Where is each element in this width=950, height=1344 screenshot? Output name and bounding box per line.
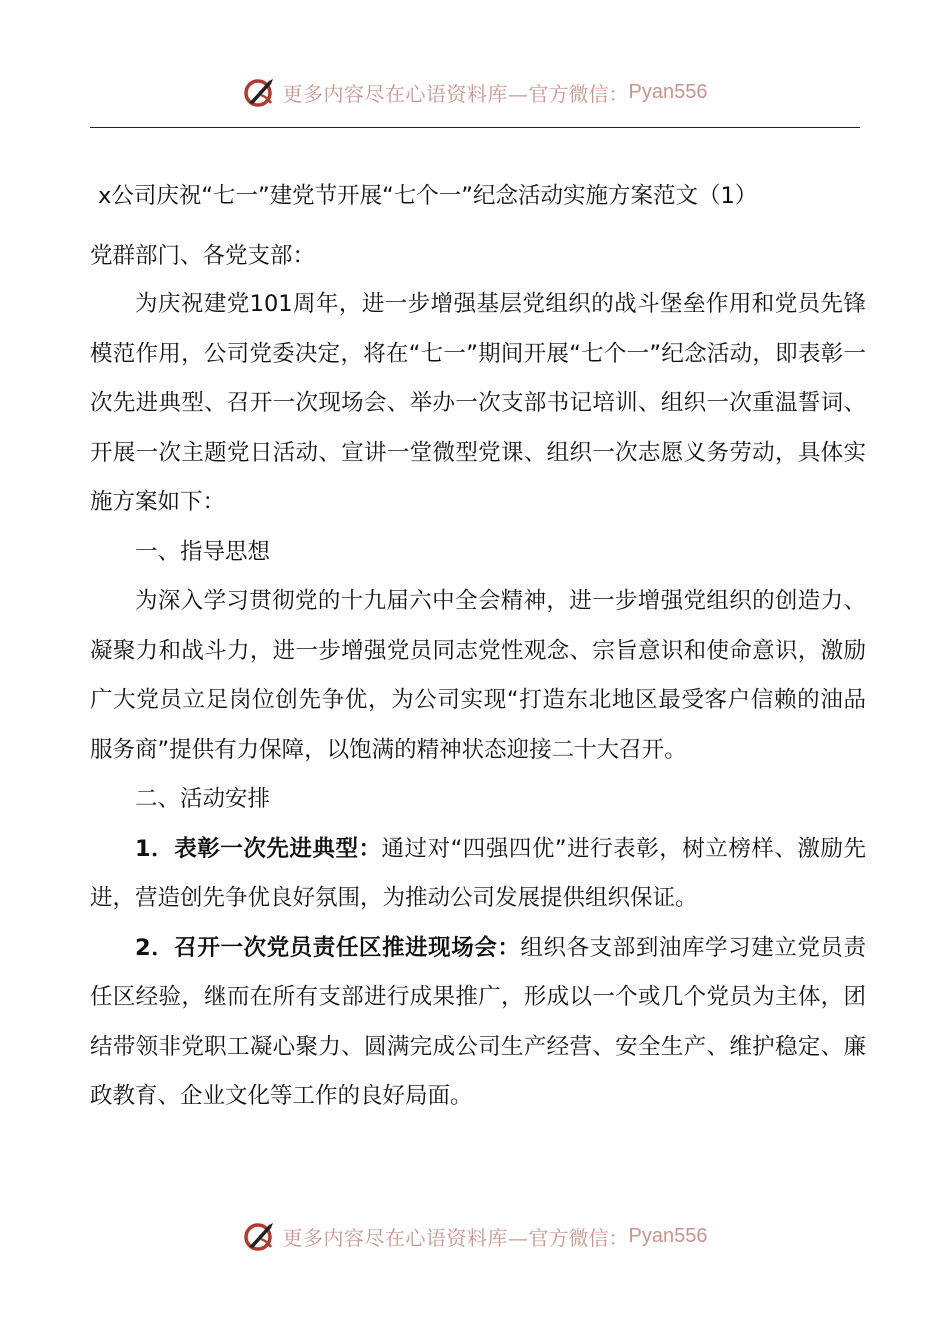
banner-wechat-label: 官方微信： [528, 1225, 629, 1250]
section2-heading: 二、活动安排 [135, 786, 271, 812]
banner-wechat-id: Pyan556 [628, 1224, 708, 1247]
item2-body: 组织各支部到油库学习建立党员责任区经验，继而在所有支部进行成果推广，形成以一个或几个党员为主体，团结带领非党职工凝心聚力、圆满完成公司生产经营、安全生产、维护稳定、廉政教育、企业文化等工作的良好局面。 [90, 934, 866, 1109]
banner-wechat-id: Pyan556 [628, 80, 708, 103]
item1-paragraph [90, 825, 866, 924]
banner-text: 更多内容尽在心语资料库— [282, 81, 529, 106]
quill-logo-icon [243, 75, 277, 109]
salutation: 党群部门、各党支部： [90, 243, 316, 269]
header-banner [0, 70, 950, 114]
item1-label: 1．表彰一次先进典型： [135, 835, 382, 862]
item1-body: 通过对“四强四优”进行表彰，树立榜样、激励先进，营造创先争优良好氛围，为推动公司发展提供组织保证。 [90, 835, 866, 911]
item2-paragraph [90, 924, 866, 1122]
banner-text: 更多内容尽在心语资料库— [282, 1225, 529, 1250]
intro-paragraph: 为庆祝建党101周年，进一步增强基层党组织的战斗堡垒作用和党员先锋模范作用，公司党委决定，将在“七一”期间开展“七个一”纪念活动，即表彰一次先进典型、召开一次现场会、举办一次支部书记培训、组织一次重温誓词、开展一次主题党日活动、宣讲一堂微型党课、组织一次志愿义务劳动，具体实施方案如下： [90, 291, 866, 515]
document-title: x公司庆祝“七一”建党节开展“七个一”纪念活动实施方案范文（1） [98, 183, 758, 209]
footer-banner [0, 1214, 950, 1258]
header-divider [90, 127, 860, 128]
quill-logo-icon [243, 1219, 277, 1253]
banner-wechat-label: 官方微信： [528, 81, 629, 106]
document-body [90, 280, 866, 1122]
item2-label: 2．召开一次党员责任区推进现场会： [135, 934, 521, 961]
section1-paragraph: 为深入学习贯彻党的十九届六中全会精神，进一步增强党组织的创造力、凝聚力和战斗力，进一步增强党员同志党性观念、宗旨意识和使命意识，激励广大党员立足岗位创先争优，为公司实现“打造东北地区最受客户信赖的油品服务商”提供有力保障，以饱满的精神状态迎接二十大召开。 [90, 588, 866, 763]
section1-heading: 一、指导思想 [135, 538, 271, 565]
